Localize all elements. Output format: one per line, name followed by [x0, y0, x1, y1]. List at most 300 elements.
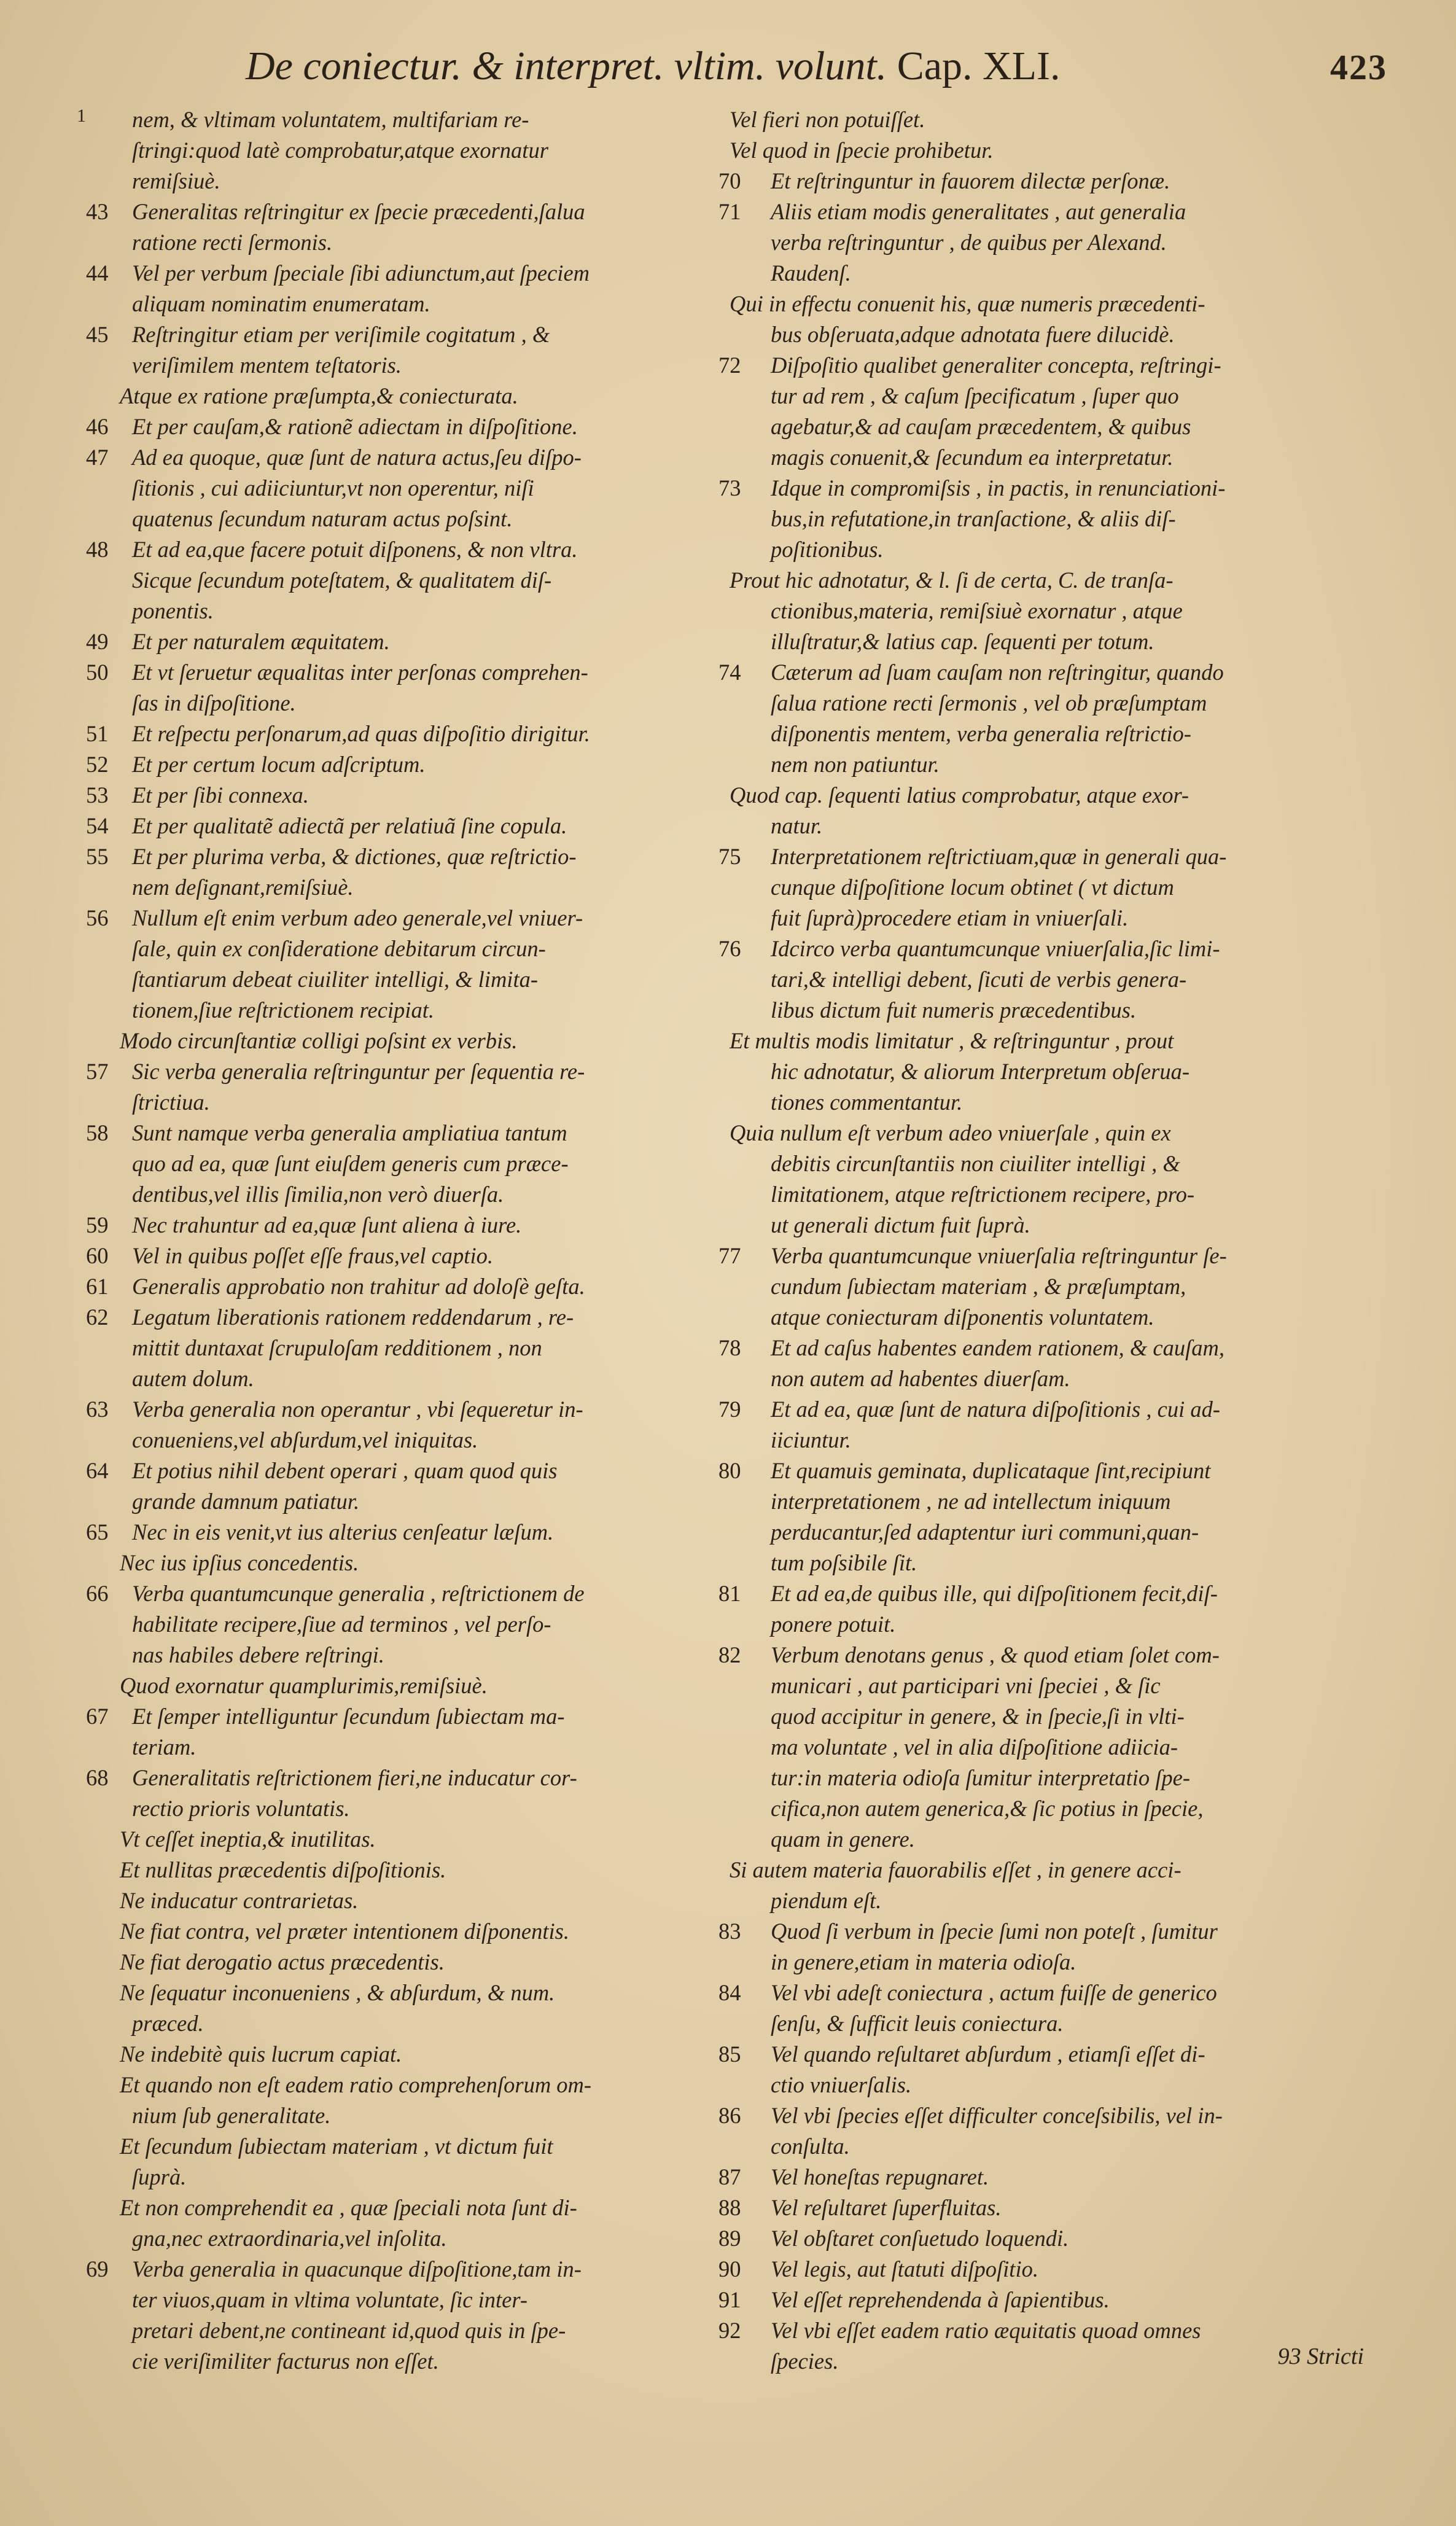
text-line [718, 1456, 1394, 1486]
text-line [74, 381, 706, 411]
line-text: Et per qualitatẽ adiectã per relatiuã ſine copula. [132, 813, 567, 838]
text-line [74, 289, 706, 319]
line-text: fuit ſuprà)procedere etiam in vniuerſali. [771, 905, 1129, 930]
text-line [74, 1363, 706, 1394]
line-text: tiones commentantur. [771, 1090, 963, 1115]
line-text: Quod ſi verbum in ſpecie ſumi non poteſt , ſumitur [771, 1919, 1218, 1944]
line-text: Et reſtringuntur in fauorem dilectæ perſonæ. [771, 168, 1170, 193]
text-line [718, 2070, 1394, 2100]
text-line [74, 1793, 706, 1824]
text-line [718, 166, 1394, 197]
line-text: Et potius nihil debent operari , quam quod quis [132, 1458, 558, 1483]
line-text: ut generali dictum fuit ſuprà. [771, 1212, 1030, 1238]
text-line [718, 258, 1394, 289]
line-text: gna,nec extraordinaria,vel inſolita. [132, 2226, 447, 2251]
page-number: 423 [1330, 47, 1387, 87]
text-line [74, 2131, 706, 2162]
text-line [718, 903, 1394, 934]
line-text: Nec ius ipſius concedentis. [120, 1550, 359, 1575]
line-text: Et reſpectu perſonarum,ad quas diſpoſitio dirigitur. [132, 721, 590, 746]
line-text: Ad ea quoque, quæ ſunt de natura actus,ſeu diſpo- [132, 445, 582, 470]
line-text: Legatum liberationis rationem reddendarum , re- [132, 1304, 574, 1330]
text-line [718, 350, 1394, 381]
entry-number: 74 [718, 660, 741, 685]
entry-number: 69 [86, 2256, 109, 2282]
text-line [74, 1517, 706, 1548]
text-line [74, 1302, 706, 1333]
text-line [74, 749, 706, 780]
text-line [718, 1148, 1394, 1179]
text-line [74, 2346, 706, 2377]
text-line [718, 411, 1394, 442]
text-line [718, 504, 1394, 534]
line-text: diſponentis mentem, verba generalia reſtrictio- [771, 721, 1191, 746]
text-line [74, 2254, 706, 2285]
line-text: ponere potuit. [771, 1612, 896, 1637]
text-line [718, 1363, 1394, 1394]
line-text: Vel legis, aut ſtatuti diſpoſitio. [771, 2256, 1038, 2282]
text-line [74, 197, 706, 227]
text-line [74, 319, 706, 350]
line-text: tur ad rem , & caſum ſpecificatum , ſuper quo [771, 383, 1179, 408]
text-line [718, 1885, 1394, 1916]
line-text: Interpretationem reſtrictiuam,quæ in generali qua- [771, 844, 1227, 869]
line-text: ſalua ratione recti ſermonis , vel ob præſumptam [771, 690, 1207, 715]
entry-number: 92 [718, 2318, 741, 2343]
line-text: tum poſsibile ſit. [771, 1550, 917, 1575]
text-line [74, 1179, 706, 1210]
line-text: poſitionibus. [771, 537, 884, 562]
text-line [718, 1978, 1394, 2008]
text-line [718, 1302, 1394, 1333]
line-text: Aliis etiam modis generalitates , aut generalia [771, 199, 1186, 224]
line-text: ſale, quin ex conſideratione debitarum circun- [132, 936, 546, 961]
line-text: Generalitas reſtringitur ex ſpecie præcedenti,ſalua [132, 199, 585, 224]
text-line [718, 227, 1394, 258]
text-line [74, 2039, 706, 2070]
text-line [718, 2100, 1394, 2131]
text-line [74, 811, 706, 841]
text-line [718, 289, 1394, 319]
entry-number: 49 [86, 629, 109, 654]
line-text: piendum eſt. [771, 1888, 882, 1913]
entry-number: 72 [718, 353, 741, 378]
text-line [718, 719, 1394, 749]
text-line [74, 565, 706, 596]
entry-number: 86 [718, 2103, 741, 2128]
line-text: ſtringi:quod latè comprobatur,atque exornatur [132, 138, 548, 163]
text-line [718, 626, 1394, 657]
chapter-label: Cap. XLI. [897, 44, 1061, 88]
line-text: teriam. [132, 1734, 197, 1760]
text-line [74, 964, 706, 995]
text-line [74, 2285, 706, 2315]
line-text: veriſimilem mentem teſtatoris. [132, 353, 402, 378]
text-line [718, 1916, 1394, 1947]
text-line [718, 995, 1394, 1026]
line-text: Et nullitas præcedentis diſpoſitionis. [120, 1857, 446, 1882]
line-text: Vel vbi adeſt coniectura , actum fuiſſe de generico [771, 1980, 1217, 2005]
line-text: Et quando non eſt eadem ratio comprehenſorum om- [120, 2072, 592, 2097]
text-line [718, 964, 1394, 995]
text-line [74, 626, 706, 657]
text-line [74, 1947, 706, 1978]
line-text: nem non patiuntur. [771, 752, 940, 777]
text-line [74, 1978, 706, 2008]
text-line [718, 1026, 1394, 1056]
line-text: quatenus ſecundum naturam actus poſsint. [132, 506, 513, 531]
entry-number: 79 [718, 1397, 741, 1422]
text-line [74, 1425, 706, 1456]
text-line [718, 534, 1394, 565]
text-line [718, 1793, 1394, 1824]
entry-number: 55 [86, 844, 109, 869]
line-text: bus obſeruata,adque adnotata fuere dilucidè. [771, 322, 1175, 347]
line-text: Et ad ea, quæ ſunt de natura diſpoſitionis , cui ad- [771, 1397, 1220, 1422]
text-line [718, 1056, 1394, 1087]
line-text: pretari debent,ne contineant id,quod quis in ſpe- [132, 2318, 566, 2343]
text-line [718, 780, 1394, 811]
entry-number: 58 [86, 1120, 109, 1145]
entry-number: 68 [86, 1765, 109, 1790]
text-line [74, 442, 706, 473]
text-line [74, 872, 706, 903]
text-line [74, 1609, 706, 1640]
line-text: Nec trahuntur ad ea,quæ ſunt aliena à iure. [132, 1212, 522, 1238]
line-text: Vel per verbum ſpeciale ſibi adiunctum,aut ſpeciem [132, 260, 590, 286]
line-text: ſuprà. [132, 2164, 187, 2189]
line-text: ctio vniuerſalis. [771, 2072, 912, 2097]
text-line [74, 1456, 706, 1486]
line-text: Et ſecundum ſubiectam materiam , vt dictum fuit [120, 2134, 553, 2159]
entry-number: 88 [718, 2195, 741, 2220]
text-line [74, 1732, 706, 1763]
line-text: cifica,non autem generica,& ſic potius in ſpecie, [771, 1796, 1204, 1821]
text-line [718, 1210, 1394, 1241]
text-line [74, 258, 706, 289]
line-text: Vel in quibus poſſet eſſe fraus,vel captio. [132, 1243, 493, 1268]
line-text: remiſsiuè. [132, 168, 220, 193]
line-text: præced. [132, 2011, 204, 2036]
text-line [74, 2315, 706, 2346]
text-line [718, 1640, 1394, 1670]
text-line [718, 1179, 1394, 1210]
right-column [718, 104, 1394, 2377]
entry-number: 50 [86, 660, 109, 685]
line-text: Diſpoſitio qualibet generaliter concepta, reſtringi- [771, 353, 1221, 378]
line-text: Nullum eſt enim verbum adeo generale,vel vniuer- [132, 905, 583, 930]
line-text: Modo circunſtantiæ colligi poſsint ex verbis. [120, 1028, 518, 1053]
line-text: Ne ſequatur inconueniens , & abſurdum, & num. [120, 1980, 555, 2005]
line-text: cundum ſubiectam materiam , & præſumptam, [771, 1274, 1186, 1299]
text-line [74, 1271, 706, 1302]
text-line [718, 1333, 1394, 1363]
line-text: illuſtratur,& latius cap. ſequenti per totum. [771, 629, 1154, 654]
line-text: limitationem, atque reſtrictionem recipere, pro- [771, 1182, 1194, 1207]
text-line [718, 1855, 1394, 1885]
line-text: nem deſignant,remiſsiuè. [132, 875, 354, 900]
line-text: Cæterum ad ſuam cauſam non reſtringitur, quando [771, 660, 1224, 685]
line-text: Vel fieri non potuiſſet. [730, 107, 925, 132]
line-text: Nec in eis venit,vt ius alterius cenſeatur læſum. [132, 1519, 554, 1545]
text-line [74, 1701, 706, 1732]
line-text: debitis circunſtantiis non ciuiliter intelligi , & [771, 1151, 1180, 1176]
line-text: atque coniecturam diſponentis voluntatem. [771, 1304, 1154, 1330]
entry-number: 45 [86, 322, 109, 347]
text-line [718, 1241, 1394, 1271]
text-line [718, 2008, 1394, 2039]
text-line [718, 1548, 1394, 1578]
text-line [74, 1670, 706, 1701]
entry-number: 80 [718, 1458, 741, 1483]
text-line [718, 1609, 1394, 1640]
line-text: Vel vbi ſpecies eſſet difficulter conceſsibilis, vel in- [771, 2103, 1223, 2128]
text-line [74, 780, 706, 811]
line-text: Et ad ea,de quibus ille, qui diſpoſitionem fecit,diſ- [771, 1581, 1218, 1606]
catchword: 93 Stricti [1277, 2344, 1364, 2369]
line-text: conſulta. [771, 2134, 850, 2159]
entry-number: 54 [86, 813, 109, 838]
text-line [718, 1517, 1394, 1548]
text-line [718, 934, 1394, 964]
line-text: mittit duntaxat ſcrupuloſam redditionem , non [132, 1335, 542, 1360]
text-line [718, 565, 1394, 596]
line-text: nas habiles debere reſtringi. [132, 1642, 384, 1667]
text-line [74, 1885, 706, 1916]
entry-number: 56 [86, 905, 109, 930]
text-line [74, 1486, 706, 1517]
text-line [718, 2285, 1394, 2315]
line-text: municari , aut participari vni ſpeciei , & ſic [771, 1673, 1161, 1698]
text-line [74, 1087, 706, 1118]
line-text: Ne fiat derogatio actus præcedentis. [120, 1949, 445, 1974]
text-line [718, 749, 1394, 780]
line-text: Verba generalia non operantur , vbi ſequeretur in- [132, 1397, 583, 1422]
text-line [74, 1824, 706, 1855]
line-text: ſitionis , cui adiiciuntur,vt non operentur, niſi [132, 475, 534, 501]
text-line [718, 1271, 1394, 1302]
text-line [74, 1210, 706, 1241]
entry-number: 82 [718, 1642, 741, 1667]
line-text: quod accipitur in genere, & in ſpecie,ſi in vlti- [771, 1704, 1185, 1729]
line-text: Qui in effectu conuenit his, quæ numeris præcedenti- [730, 291, 1205, 316]
text-line [718, 872, 1394, 903]
entry-number: 48 [86, 537, 109, 562]
text-line [718, 473, 1394, 504]
line-text: habilitate recipere,ſiue ad terminos , vel perſo- [132, 1612, 551, 1637]
text-line [74, 534, 706, 565]
entry-number: 59 [86, 1212, 109, 1238]
text-line [718, 1732, 1394, 1763]
text-line [718, 1701, 1394, 1732]
text-line [74, 841, 706, 872]
line-text: Et ad caſus habentes eandem rationem, & cauſam, [771, 1335, 1225, 1360]
entry-number: 91 [718, 2287, 741, 2312]
entry-number: 46 [86, 414, 109, 439]
line-text: conueniens,vel abſurdum,vel iniquitas. [132, 1427, 478, 1452]
line-text: tionem,ſiue reſtrictionem recipiat. [132, 997, 434, 1023]
text-line [718, 811, 1394, 841]
line-text: Et per plurima verba, & dictiones, quæ reſtrictio- [132, 844, 577, 869]
line-text: verba reſtringuntur , de quibus per Alexand. [771, 230, 1167, 255]
line-text: ſpecies. [771, 2349, 839, 2374]
entry-number: 47 [86, 445, 109, 470]
text-line [718, 2162, 1394, 2193]
text-line [74, 350, 706, 381]
line-text: Raudenſ. [771, 260, 851, 286]
line-text: Sic verba generalia reſtringuntur per ſequentia re- [132, 1059, 585, 1084]
line-text: Et per naturalem æquitatem. [132, 629, 390, 654]
entry-number: 84 [718, 1980, 741, 2005]
entry-number: 51 [86, 721, 109, 746]
line-text: Et per ſibi connexa. [132, 782, 309, 808]
text-line [74, 1026, 706, 1056]
text-line [718, 1118, 1394, 1148]
text-line [74, 1241, 706, 1271]
entry-number: 75 [718, 844, 741, 869]
text-line [74, 1640, 706, 1670]
line-text: ctionibus,materia, remiſsiuè exornatur , atque [771, 598, 1183, 623]
text-line [74, 2070, 706, 2100]
entry-number: 53 [86, 782, 109, 808]
line-text: Vel quod in ſpecie prohibetur. [730, 138, 994, 163]
line-text: Si autem materia fauorabilis eſſet , in genere acci- [730, 1857, 1182, 1882]
line-text: Verbum denotans genus , & quod etiam ſolet com- [771, 1642, 1220, 1667]
text-line [74, 934, 706, 964]
line-text: aliquam nominatim enumeratam. [132, 291, 430, 316]
line-text: Vel reſultaret ſuperfluitas. [771, 2195, 1002, 2220]
line-text: Et ſemper intelliguntur ſecundum ſubiectam ma- [132, 1704, 565, 1729]
line-text: ſtantiarum debeat ciuiliter intelligi, & limita- [132, 967, 538, 992]
text-line [718, 442, 1394, 473]
entry-number: 63 [86, 1397, 109, 1422]
entry-number: 89 [718, 2226, 741, 2251]
entry-number: 85 [718, 2041, 741, 2067]
margin-mark: 1 [77, 106, 86, 126]
line-text: Vel eſſet reprehendenda à ſapientibus. [771, 2287, 1110, 2312]
text-line [74, 596, 706, 626]
line-text: ter viuos,quam in vltima voluntate, ſic inter- [132, 2287, 528, 2312]
entry-number: 62 [86, 1304, 109, 1330]
running-title [246, 43, 1060, 90]
line-text: Vel vbi eſſet eadem ratio æquitatis quoad omnes [771, 2318, 1201, 2343]
line-text: libus dictum fuit numeris præcedentibus. [771, 997, 1137, 1023]
line-text: Et multis modis limitatur , & reſtringuntur , prout [730, 1028, 1174, 1053]
text-line [74, 1916, 706, 1947]
line-text: Idque in compromiſsis , in pactis, in renunciationi- [771, 475, 1226, 501]
line-text: cunque diſpoſitione locum obtinet ( vt dictum [771, 875, 1174, 900]
text-line [718, 2131, 1394, 2162]
text-line [74, 1118, 706, 1148]
text-line [74, 166, 706, 197]
text-line [718, 2193, 1394, 2223]
line-text: Prout hic adnotatur, & l. ſi de certa, C. de tranſa- [730, 567, 1174, 593]
text-line [718, 1087, 1394, 1118]
entry-number: 78 [718, 1335, 741, 1360]
line-text: perducantur,ſed adaptentur iuri communi,quan- [771, 1519, 1199, 1545]
entry-number: 81 [718, 1581, 741, 1606]
line-text: Verba generalia in quacunque diſpoſitione,tam in- [132, 2256, 582, 2282]
line-text: Generalis approbatio non trahitur ad doloſè geſta. [132, 1274, 585, 1299]
line-text: ratione recti ſermonis. [132, 230, 333, 255]
text-line [74, 473, 706, 504]
line-text: Sicque ſecundum poteſtatem, & qualitatem diſ- [132, 567, 552, 593]
text-line [718, 2315, 1394, 2346]
line-text: iiciuntur. [771, 1427, 851, 1452]
running-title-text: De coniectur. & interpret. vltim. volunt. [246, 44, 887, 88]
text-line [74, 688, 706, 719]
entry-number: 44 [86, 260, 109, 286]
line-text: Et ad ea,que facere potuit diſponens, & non vltra. [132, 537, 578, 562]
line-text: dentibus,vel illis ſimilia,non verò diuerſa. [132, 1182, 504, 1207]
line-text: Et per cauſam,& rationẽ adiectam in diſpoſitione. [132, 414, 578, 439]
text-line [718, 1425, 1394, 1456]
entry-number: 67 [86, 1704, 109, 1729]
line-text: ma voluntate , vel in alia diſpoſitione adiicia- [771, 1734, 1178, 1760]
text-line [718, 841, 1394, 872]
entry-number: 71 [718, 199, 741, 224]
line-text: Verba quantumcunque generalia , reſtrictionem de [132, 1581, 585, 1606]
text-line [74, 1578, 706, 1609]
text-line [74, 411, 706, 442]
line-text: quo ad ea, quæ ſunt eiuſdem generis cum præce- [132, 1151, 569, 1176]
line-text: ſas in diſpoſitione. [132, 690, 296, 715]
text-line [718, 2223, 1394, 2254]
line-text: Ne fiat contra, vel præter intentionem diſponentis. [120, 1919, 569, 1944]
text-line [718, 1670, 1394, 1701]
line-text: ſenſu, & ſufficit leuis coniectura. [771, 2011, 1064, 2036]
line-text: Ne inducatur contrarietas. [120, 1888, 359, 1913]
text-line [74, 995, 706, 1026]
text-line [74, 1056, 706, 1087]
line-text: Atque ex ratione præſumpta,& coniecturata. [120, 383, 518, 408]
line-text: Sunt namque verba generalia ampliatiua tantum [132, 1120, 567, 1145]
entry-number: 52 [86, 752, 109, 777]
text-line [74, 2223, 706, 2254]
text-line [74, 2193, 706, 2223]
entry-number: 77 [718, 1243, 741, 1268]
text-line [718, 1486, 1394, 1517]
text-line [74, 1763, 706, 1793]
line-text: nium ſub generalitate. [132, 2103, 331, 2128]
text-line [74, 227, 706, 258]
entry-number: 83 [718, 1919, 741, 1944]
line-text: Vel obſtaret conſuetudo loquendi. [771, 2226, 1069, 2251]
entry-number: 57 [86, 1059, 109, 1084]
entry-number: 61 [86, 1274, 109, 1299]
text-line [74, 135, 706, 166]
text-line [74, 1148, 706, 1179]
text-line [74, 1855, 706, 1885]
text-line [74, 2008, 706, 2039]
line-text: Generalitatis reſtrictionem fieri,ne inducatur cor- [132, 1765, 577, 1790]
line-text: quam in genere. [771, 1826, 915, 1852]
entry-number: 76 [718, 936, 741, 961]
entry-number: 60 [86, 1243, 109, 1268]
text-line [74, 1548, 706, 1578]
text-line [74, 719, 706, 749]
line-text: tari,& intelligi debent, ſicuti de verbis genera- [771, 967, 1187, 992]
line-text: Quod exornatur quamplurimis,remiſsiuè. [120, 1673, 488, 1698]
text-line [718, 319, 1394, 350]
entry-number: 73 [718, 475, 741, 501]
text-line [718, 657, 1394, 688]
line-text: interpretationem , ne ad intellectum iniquum [771, 1489, 1171, 1514]
entry-number: 65 [86, 1519, 109, 1545]
text-line [718, 197, 1394, 227]
line-text: Et vt ſeruetur æqualitas inter perſonas comprehen- [132, 660, 588, 685]
text-line [74, 1394, 706, 1425]
